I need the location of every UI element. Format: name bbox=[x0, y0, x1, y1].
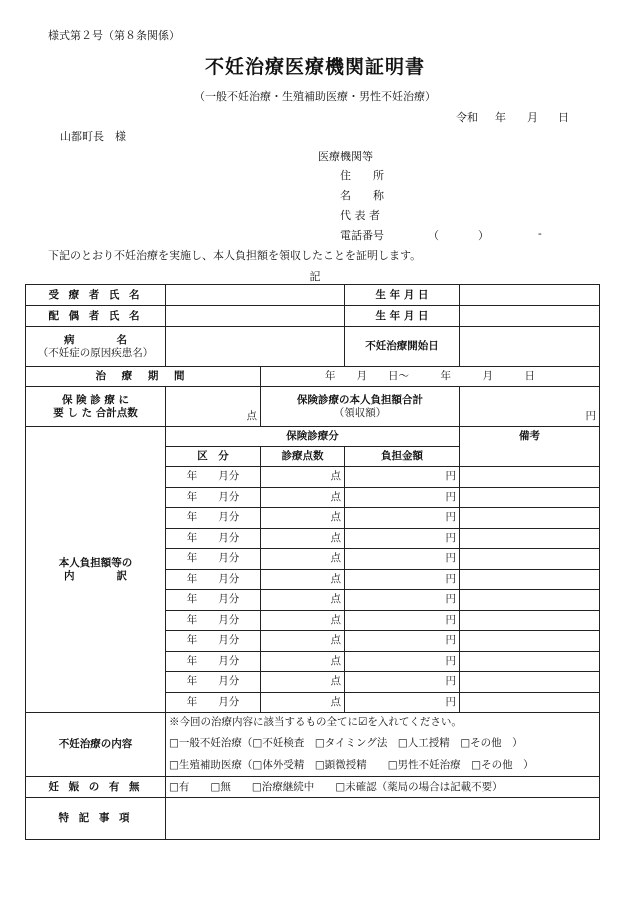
month-row-remarks[interactable] bbox=[460, 610, 600, 631]
disease-label-main: 病 名 bbox=[64, 333, 127, 346]
spouse-name-field[interactable] bbox=[166, 306, 345, 327]
insured-total-field[interactable] bbox=[460, 387, 600, 427]
yen-unit: 円 bbox=[585, 410, 596, 423]
document-subtitle: （一般不妊治療・生殖補助医療・男性不妊治療） bbox=[194, 90, 436, 103]
form-number: 様式第２号（第８条関係） bbox=[48, 29, 180, 42]
column-amount: 負担金額 bbox=[345, 447, 460, 467]
insured-section-header: 保険診療分 bbox=[166, 427, 460, 447]
certification-statement: 下記のとおり不妊治療を実施し、本人負担額を領収したことを証明します。 bbox=[48, 249, 422, 262]
month-row-amount[interactable]: 円 bbox=[345, 487, 460, 508]
insured-total-label bbox=[261, 387, 460, 427]
spouse-birthdate-field[interactable] bbox=[460, 306, 600, 327]
spouse-birthdate-label: 生 年 月 日 bbox=[345, 306, 460, 327]
treatment-content-label: 不妊治療の内容 bbox=[26, 713, 166, 777]
month-row-points[interactable]: 点 bbox=[261, 651, 345, 672]
month-row-remarks[interactable] bbox=[460, 508, 600, 529]
date-era: 令和 bbox=[456, 111, 478, 124]
month-row-period[interactable]: 年 月分 bbox=[166, 508, 261, 529]
insured-points-label bbox=[26, 387, 166, 427]
spouse-name-label: 配 偶 者 氏 名 bbox=[26, 306, 166, 327]
month-row-remarks[interactable] bbox=[460, 569, 600, 590]
month-row-amount[interactable]: 円 bbox=[345, 569, 460, 590]
pregnancy-label: 妊 娠 の 有 無 bbox=[26, 777, 166, 798]
issuer-address-label: 住 所 bbox=[340, 169, 384, 182]
treatment-content-note: ※今回の治療内容に該当するもの全てに☑を入れてください。 bbox=[166, 713, 600, 733]
month-row-amount[interactable]: 円 bbox=[345, 590, 460, 611]
column-period: 区 分 bbox=[166, 447, 261, 467]
month-row-points[interactable]: 点 bbox=[261, 569, 345, 590]
month-row-amount[interactable]: 円 bbox=[345, 508, 460, 529]
month-row-period[interactable]: 年 月分 bbox=[166, 631, 261, 652]
patient-name-field[interactable] bbox=[166, 285, 345, 306]
recipient: 山都町長 様 bbox=[60, 130, 126, 143]
points-unit: 点 bbox=[246, 410, 257, 423]
month-row-remarks[interactable] bbox=[460, 631, 600, 652]
art-treatment-options[interactable]: □生殖補助医療（□体外受精 □顕微授精 □男性不妊治療 □その他 ） bbox=[166, 755, 600, 777]
month-row-amount[interactable]: 円 bbox=[345, 672, 460, 693]
breakdown-label bbox=[26, 427, 166, 713]
insured-total-label-1: 保険診療の本人負担額合計 bbox=[297, 393, 423, 406]
phone-open-paren: （ bbox=[428, 229, 439, 242]
month-row-period[interactable]: 年 月分 bbox=[166, 692, 261, 713]
treatment-period-label: 治 療 期 間 bbox=[26, 367, 261, 387]
insured-points-label-2: 要 し た 合計点数 bbox=[53, 406, 138, 419]
month-row-amount[interactable]: 円 bbox=[345, 528, 460, 549]
treatment-period-field[interactable]: 年 月 日～ 年 月 日 bbox=[261, 367, 600, 387]
month-row-period[interactable]: 年 月分 bbox=[166, 487, 261, 508]
month-row-points[interactable]: 点 bbox=[261, 549, 345, 570]
special-notes-field[interactable] bbox=[166, 798, 600, 840]
month-row-points[interactable]: 点 bbox=[261, 692, 345, 713]
month-row-remarks[interactable] bbox=[460, 549, 600, 570]
month-row-amount[interactable]: 円 bbox=[345, 610, 460, 631]
month-row-period[interactable]: 年 月分 bbox=[166, 569, 261, 590]
patient-birthdate-field[interactable] bbox=[460, 285, 600, 306]
month-row-period[interactable]: 年 月分 bbox=[166, 528, 261, 549]
month-row-amount[interactable]: 円 bbox=[345, 467, 460, 488]
insured-total-label-2: （領収額） bbox=[333, 406, 387, 419]
month-row-period[interactable]: 年 月分 bbox=[166, 672, 261, 693]
date-year: 年 bbox=[495, 111, 506, 124]
insured-points-field[interactable] bbox=[166, 387, 261, 427]
month-row-period[interactable]: 年 月分 bbox=[166, 590, 261, 611]
month-row-points[interactable]: 点 bbox=[261, 487, 345, 508]
phone-close-paren: ） bbox=[478, 229, 489, 242]
month-row-period[interactable]: 年 月分 bbox=[166, 549, 261, 570]
certificate-table bbox=[25, 284, 600, 840]
disease-field[interactable] bbox=[166, 327, 345, 367]
treatment-start-label: 不妊治療開始日 bbox=[345, 327, 460, 367]
month-row-remarks[interactable] bbox=[460, 692, 600, 713]
month-row-points[interactable]: 点 bbox=[261, 610, 345, 631]
pregnancy-options[interactable]: □有 □無 □治療継続中 □未確認（薬局の場合は記載不要） bbox=[166, 777, 600, 798]
disease-label bbox=[26, 327, 166, 367]
month-row-period[interactable]: 年 月分 bbox=[166, 610, 261, 631]
general-treatment-options[interactable]: □一般不妊治療（□不妊検査 □タイミング法 □人工授精 □その他 ） bbox=[166, 733, 600, 755]
treatment-start-field[interactable] bbox=[460, 327, 600, 367]
insured-points-label-1: 保 険 診 療 に bbox=[61, 393, 130, 406]
month-row-points[interactable]: 点 bbox=[261, 631, 345, 652]
breakdown-label-2: 内 訳 bbox=[64, 569, 127, 582]
breakdown-label-1: 本人負担額等の bbox=[58, 556, 133, 569]
column-points: 診療点数 bbox=[261, 447, 345, 467]
phone-dash: - bbox=[538, 227, 542, 240]
issuer-name-label: 名 称 bbox=[340, 189, 384, 202]
month-row-points[interactable]: 点 bbox=[261, 508, 345, 529]
remarks-header: 備考 bbox=[460, 427, 600, 467]
patient-birthdate-label: 生 年 月 日 bbox=[345, 285, 460, 306]
disease-label-sub: （不妊症の原因疾患名） bbox=[37, 346, 154, 359]
issuer-representative-label: 代 表 者 bbox=[340, 209, 380, 222]
month-row-period[interactable]: 年 月分 bbox=[166, 651, 261, 672]
issuer-label: 医療機関等 bbox=[318, 150, 373, 163]
month-row-remarks[interactable] bbox=[460, 651, 600, 672]
month-row-amount[interactable]: 円 bbox=[345, 692, 460, 713]
month-row-remarks[interactable] bbox=[460, 672, 600, 693]
month-row-points[interactable]: 点 bbox=[261, 528, 345, 549]
month-row-amount[interactable]: 円 bbox=[345, 631, 460, 652]
document-title: 不妊治療医療機関証明書 bbox=[204, 56, 425, 78]
month-row-remarks[interactable] bbox=[460, 487, 600, 508]
month-row-points[interactable]: 点 bbox=[261, 467, 345, 488]
date-month: 月 bbox=[527, 111, 538, 124]
month-row-period[interactable]: 年 月分 bbox=[166, 467, 261, 488]
month-row-remarks[interactable] bbox=[460, 528, 600, 549]
month-row-remarks[interactable] bbox=[460, 467, 600, 488]
special-notes-label: 特 記 事 項 bbox=[26, 798, 166, 840]
month-row-remarks[interactable] bbox=[460, 590, 600, 611]
month-row-points[interactable]: 点 bbox=[261, 672, 345, 693]
patient-name-label: 受 療 者 氏 名 bbox=[26, 285, 166, 306]
date-day: 日 bbox=[558, 111, 569, 124]
month-row-amount[interactable]: 円 bbox=[345, 651, 460, 672]
ki-mark: 記 bbox=[309, 270, 321, 283]
month-row-points[interactable]: 点 bbox=[261, 590, 345, 611]
month-row-amount[interactable]: 円 bbox=[345, 549, 460, 570]
issuer-phone-label: 電話番号 bbox=[340, 229, 384, 242]
